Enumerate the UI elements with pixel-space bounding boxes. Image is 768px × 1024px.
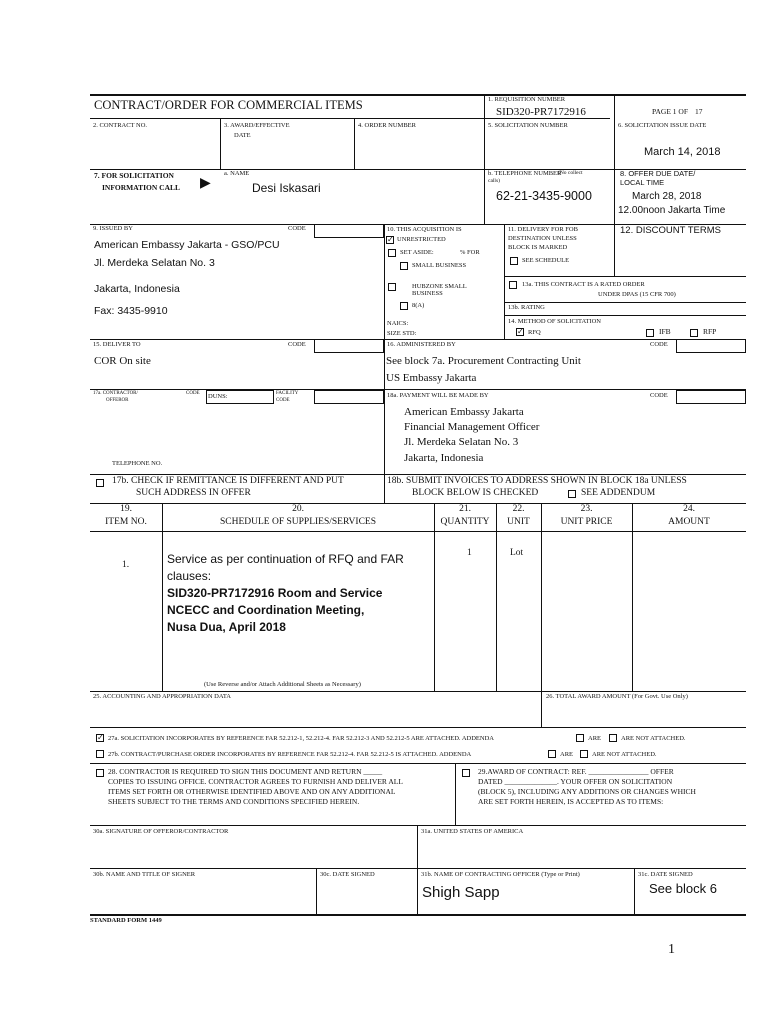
b28-line-4: SHEETS SUBJECT TO THE TERMS AND CONDITIONS SPECIFIED HEREIN. (108, 797, 360, 806)
27b-are-not-checkbox[interactable] (580, 750, 588, 758)
b29-line-1: 29.AWARD OF CONTRACT: REF. ________________ OFFER (478, 767, 674, 776)
b13b-label: 13b. RATING (508, 304, 545, 311)
b2-label: 2. CONTRACT NO. (93, 122, 148, 129)
row-line-13b (504, 302, 746, 303)
arrow-right-icon: ▶ (200, 176, 211, 191)
b13a-label-2: UNDER DPAS (15 CFR 700) (598, 291, 676, 298)
b14-rfp: RFP (703, 327, 717, 336)
b26-label: 26. TOTAL AWARD AMOUNT (For Govt. Use Only) (546, 693, 688, 700)
row-line-items (90, 531, 746, 532)
col19-header: ITEM NO. (105, 517, 147, 527)
set-aside-checkbox[interactable] (388, 249, 396, 257)
b17b-line-1: 17b. CHECK IF REMITTANCE IS DIFFERENT AND PUT (112, 476, 344, 486)
b30b-label: 30b. NAME AND TITLE OF SIGNER (93, 871, 196, 878)
b7-label-2: INFORMATION CALL (102, 183, 180, 192)
b14-rfq: RFQ (528, 329, 541, 336)
code-box-16 (676, 339, 746, 353)
b10-small-business: SMALL BUSINESS (412, 262, 467, 269)
b29-line-4: ARE SET FORTH HEREIN, IS ACCEPTED AS TO ITEMS: (478, 797, 664, 806)
item-unit: Lot (510, 548, 524, 558)
b18b-line-2: BLOCK BELOW IS CHECKED (412, 488, 539, 498)
page-label: PAGE 1 OF (652, 107, 688, 116)
col22-num: 22. (512, 504, 525, 514)
b8-label-2: LOCAL TIME (620, 178, 665, 187)
col20-header: SCHEDULE OF SUPPLIES/SERVICES (219, 517, 377, 527)
checkmark-icon: ✓ (97, 733, 104, 742)
row-line-28 (90, 763, 746, 764)
facility-label-2: CODE (276, 398, 290, 403)
b29-line-2: DATED ______________. YOUR OFFER ON SOLICITATION (478, 777, 673, 786)
rated-order-checkbox[interactable] (509, 281, 517, 289)
contact-telephone: 62-21-3435-9000 (496, 189, 592, 203)
b27a-text: 27a. SOLICITATION INCORPORATES BY REFERENCE FAR 52.212-1, 52.212-4. FAR 52.212-3 AND 52.212-5 ARE ATTACHED. ADDENDA (108, 735, 494, 742)
offer-due-time: 12.00noon Jakarta Time (618, 205, 726, 216)
col20-num: 20. (292, 504, 304, 514)
b7a-label: a. NAME (224, 170, 250, 177)
offer-due-date: March 28, 2018 (632, 191, 702, 202)
b3-label: 3. AWARD/EFFECTIVE (224, 122, 290, 129)
deliver-to-value: COR On site (94, 355, 151, 367)
requisition-number: SID320-PR7172916 (496, 106, 586, 118)
b28-line-3: ITEMS SET FORTH OR OTHERWISE IDENTIFIED ABOVE AND ON ANY ADDITIONAL (108, 787, 396, 796)
b18b-see-addendum: SEE ADDENDUM (581, 488, 656, 498)
b15-code-label: CODE (288, 341, 306, 348)
item-desc-line-3: SID320-PR7172916 Room and Service (167, 586, 383, 600)
row-line-17b (90, 474, 746, 475)
solicitation-issue-date: March 14, 2018 (644, 146, 721, 158)
b14-ifb: IFB (659, 327, 671, 336)
col-line-18b (384, 474, 385, 503)
facility-label: FACILITY (276, 391, 299, 396)
b10-naics: NAICS: (387, 320, 409, 327)
col-line-b8 (614, 169, 615, 224)
telephone-label: TELEPHONE NO. (112, 460, 163, 467)
payment-by-line-4: Jakarta, Indonesia (404, 452, 484, 464)
b17a-code-label: CODE (186, 391, 200, 396)
b18b-line-1: 18b. SUBMIT INVOICES TO ADDRESS SHOWN IN BLOCK 18a UNLESS (387, 476, 687, 486)
payment-by-line-1: American Embassy Jakarta (404, 406, 524, 418)
28-checkbox[interactable] (96, 769, 104, 777)
col-line-30c (316, 868, 317, 916)
b11-label-2: DESTINATION UNLESS (508, 235, 577, 242)
27a-are-not-checkbox[interactable] (609, 734, 617, 742)
b14-label: 14. METHOD OF SOLICITATION (508, 318, 602, 325)
b11-label: 11. DELIVERY FOR FOB (508, 226, 578, 233)
b1-label: 1. REQUISITION NUMBER (488, 96, 566, 103)
col-line-mid (384, 224, 385, 474)
b10-unrestricted: UNRESTRICTED (397, 236, 446, 243)
contracting-officer-name: Shigh Sapp (422, 884, 500, 901)
small-business-checkbox[interactable] (400, 262, 408, 270)
item-desc-line-2: clauses: (167, 569, 212, 583)
row-line-25 (90, 691, 746, 692)
b28-line-2: COPIES TO ISSUING OFFICE. CONTRACTOR AGREES TO FURNISH AND DELIVER ALL (108, 777, 403, 786)
checkmark-icon: ✓ (517, 327, 524, 336)
b27b-text: 27b. CONTRACT/PURCHASE ORDER INCORPORATES BY REFERENCE FAR 52.212-4. FAR 52.212-5 IS ATTACHED. ADDENDA (108, 751, 472, 758)
issued-by-line-2: Jl. Merdeka Selatan No. 3 (94, 257, 215, 269)
col-line-20 (162, 503, 163, 691)
issued-by-line-4: Fax: 3435-9910 (94, 305, 168, 317)
b10-hubzone: HUBZONE SMALL (412, 283, 467, 290)
row-line-27a (90, 727, 746, 728)
b4-label: 4. ORDER NUMBER (358, 122, 416, 129)
b27b-are-not: ARE NOT ATTACHED. (592, 751, 657, 758)
contact-name: Desi Iskasari (252, 181, 321, 195)
col23-header: UNIT PRICE (560, 517, 613, 527)
payment-by-line-3: Jl. Merdeka Selatan No. 3 (404, 436, 519, 448)
b17a-label-2: OFFEROR (106, 398, 129, 403)
b11-label-3: BLOCK IS MARKED (508, 244, 568, 251)
b16-code-label: CODE (650, 341, 668, 348)
b16-label: 16. ADMINISTERED BY (387, 341, 456, 348)
form-top-border (90, 94, 746, 96)
b31b-label: 31b. NAME OF CONTRACTING OFFICER (Type or Print) (421, 871, 580, 878)
col-line-b6 (614, 94, 615, 169)
col22-header: UNIT (507, 517, 530, 527)
b7b-label: b. TELEPHONE NUMBER (488, 170, 562, 177)
row-line-13a (504, 276, 746, 277)
b30a-label: 30a. SIGNATURE OF OFFEROR/CONTRACTOR (93, 828, 229, 835)
see-schedule-checkbox[interactable] (510, 257, 518, 265)
b10-pct-for: % FOR (460, 249, 480, 256)
item-number: 1. (122, 560, 130, 570)
row-line-17 (90, 389, 746, 390)
b3-label-2: DATE (234, 132, 251, 139)
b18a-label: 18a. PAYMENT WILL BE MADE BY (387, 392, 489, 399)
rfp-checkbox[interactable] (690, 329, 698, 337)
item-desc-line-5: Nusa Dua, April 2018 (167, 620, 286, 634)
b17b-line-2: SUCH ADDRESS IN OFFER (136, 488, 251, 498)
contract-form (90, 94, 746, 924)
code-box-15 (314, 339, 384, 353)
b9-code-label: CODE (288, 225, 306, 232)
b10-hubzone-2: BUSINESS (412, 290, 443, 297)
remittance-checkbox[interactable] (96, 479, 104, 487)
payment-by-line-2: Financial Management Officer (404, 421, 540, 433)
col-line-b3 (220, 118, 221, 169)
b18a-code-label: CODE (650, 392, 668, 399)
col21-header: QUANTITY (440, 517, 490, 527)
facility-code-box (314, 390, 384, 404)
ifb-checkbox[interactable] (646, 329, 654, 337)
b10-size-std: SIZE STD: (387, 330, 417, 337)
b7-label: 7. FOR SOLICITATION (94, 171, 174, 180)
col23-num: 23. (580, 504, 593, 514)
hubzone-checkbox[interactable] (388, 283, 396, 291)
b10-set-aside: SET ASIDE: (400, 249, 434, 256)
see-addendum-checkbox[interactable] (568, 490, 576, 498)
col24-header: AMOUNT (668, 517, 710, 527)
row-line-30a (90, 825, 746, 826)
page-total: 17 (695, 107, 703, 116)
form-bottom-border (90, 914, 746, 916)
b17a-label: 17a. CONTRACTOR/ (93, 391, 138, 396)
b12-label: 12. DISCOUNT TERMS (620, 225, 722, 236)
col-line-b12 (614, 224, 615, 276)
form-title: CONTRACT/ORDER FOR COMMERCIAL ITEMS (94, 98, 363, 112)
administered-by-line-2: US Embassy Jakarta (386, 372, 477, 384)
row-line-30b (90, 868, 746, 869)
duns-label: DUNS: (208, 393, 228, 400)
b10-label: 10. THIS ACQUISITION IS (387, 226, 462, 233)
27b-checkbox[interactable] (96, 750, 104, 758)
code-box-9 (314, 224, 384, 238)
col-line-23 (541, 503, 542, 727)
col-line-31c (634, 868, 635, 916)
b10-8a: 8(A) (412, 302, 425, 309)
col-line-21 (434, 503, 435, 691)
row-line-14 (504, 315, 746, 316)
item-quantity: 1 (467, 548, 472, 558)
b15-label: 15. DELIVER TO (93, 341, 141, 348)
b27a-are: ARE (588, 735, 601, 742)
b5-label: 5. SOLICITATION NUMBER (488, 122, 568, 129)
col-line-b11 (504, 224, 505, 339)
b28-line-1: 28. CONTRACTOR IS REQUIRED TO SIGN THIS DOCUMENT AND RETURN _____ (108, 767, 383, 776)
27b-are-checkbox[interactable] (548, 750, 556, 758)
col-line-31 (417, 825, 418, 916)
col24-num: 24. (683, 504, 695, 514)
b9-label: 9. ISSUED BY (93, 225, 133, 232)
b27b-are: ARE (560, 751, 573, 758)
b11-see-schedule: SEE SCHEDULE (522, 257, 570, 264)
col19-num: 19. (120, 504, 132, 514)
b27a-are-not: ARE NOT ATTACHED. (621, 735, 686, 742)
8a-checkbox[interactable] (400, 302, 408, 310)
b13a-label: 13a. THIS CONTRACT IS A RATED ORDER (522, 281, 645, 288)
schedule-note: (Use Reverse and/or Attach Additional Sheets as Necessary) (204, 681, 361, 688)
col-line-29 (455, 763, 456, 825)
b25-label: 25. ACCOUNTING AND APPROPRIATION DATA (93, 693, 231, 700)
issued-by-line-1: American Embassy Jakarta - GSO/PCU (94, 239, 280, 251)
col-line-b1 (484, 94, 485, 224)
b7b-note-2: calls) (488, 178, 500, 184)
b31c-label: 31c. DATE SIGNED (638, 871, 693, 878)
col-line-b4 (354, 118, 355, 169)
col-line-22 (496, 503, 497, 691)
item-desc-line-1: Service as per continuation of RFQ and FAR (167, 552, 404, 566)
b31a-label: 31a. UNITED STATES OF AMERICA (421, 828, 524, 835)
administered-by-line-1: See block 7a. Procurement Contracting Unit (386, 355, 581, 367)
date-signed-value: See block 6 (649, 881, 717, 896)
page-number: 1 (668, 942, 675, 957)
col21-num: 21. (459, 504, 471, 514)
row-line-15 (90, 339, 746, 340)
b30c-label: 30c. DATE SIGNED (320, 871, 375, 878)
29-checkbox[interactable] (462, 769, 470, 777)
standard-form-label: STANDARD FORM 1449 (90, 917, 162, 924)
item-desc-line-4: NCECC and Coordination Meeting, (167, 603, 365, 617)
b8-label: 8. OFFER DUE DATE/ (620, 169, 696, 178)
b7b-note: (No collect (558, 170, 583, 176)
col-line-24 (632, 503, 633, 691)
27a-are-checkbox[interactable] (576, 734, 584, 742)
checkmark-icon: ✓ (387, 235, 394, 244)
b29-line-3: (BLOCK 5), INCLUDING ANY ADDITIONS OR CHANGES WHICH (478, 787, 696, 796)
b6-label: 6. SOLICITATION ISSUE DATE (618, 122, 707, 129)
issued-by-line-3: Jakarta, Indonesia (94, 283, 180, 295)
code-box-18a (676, 390, 746, 404)
